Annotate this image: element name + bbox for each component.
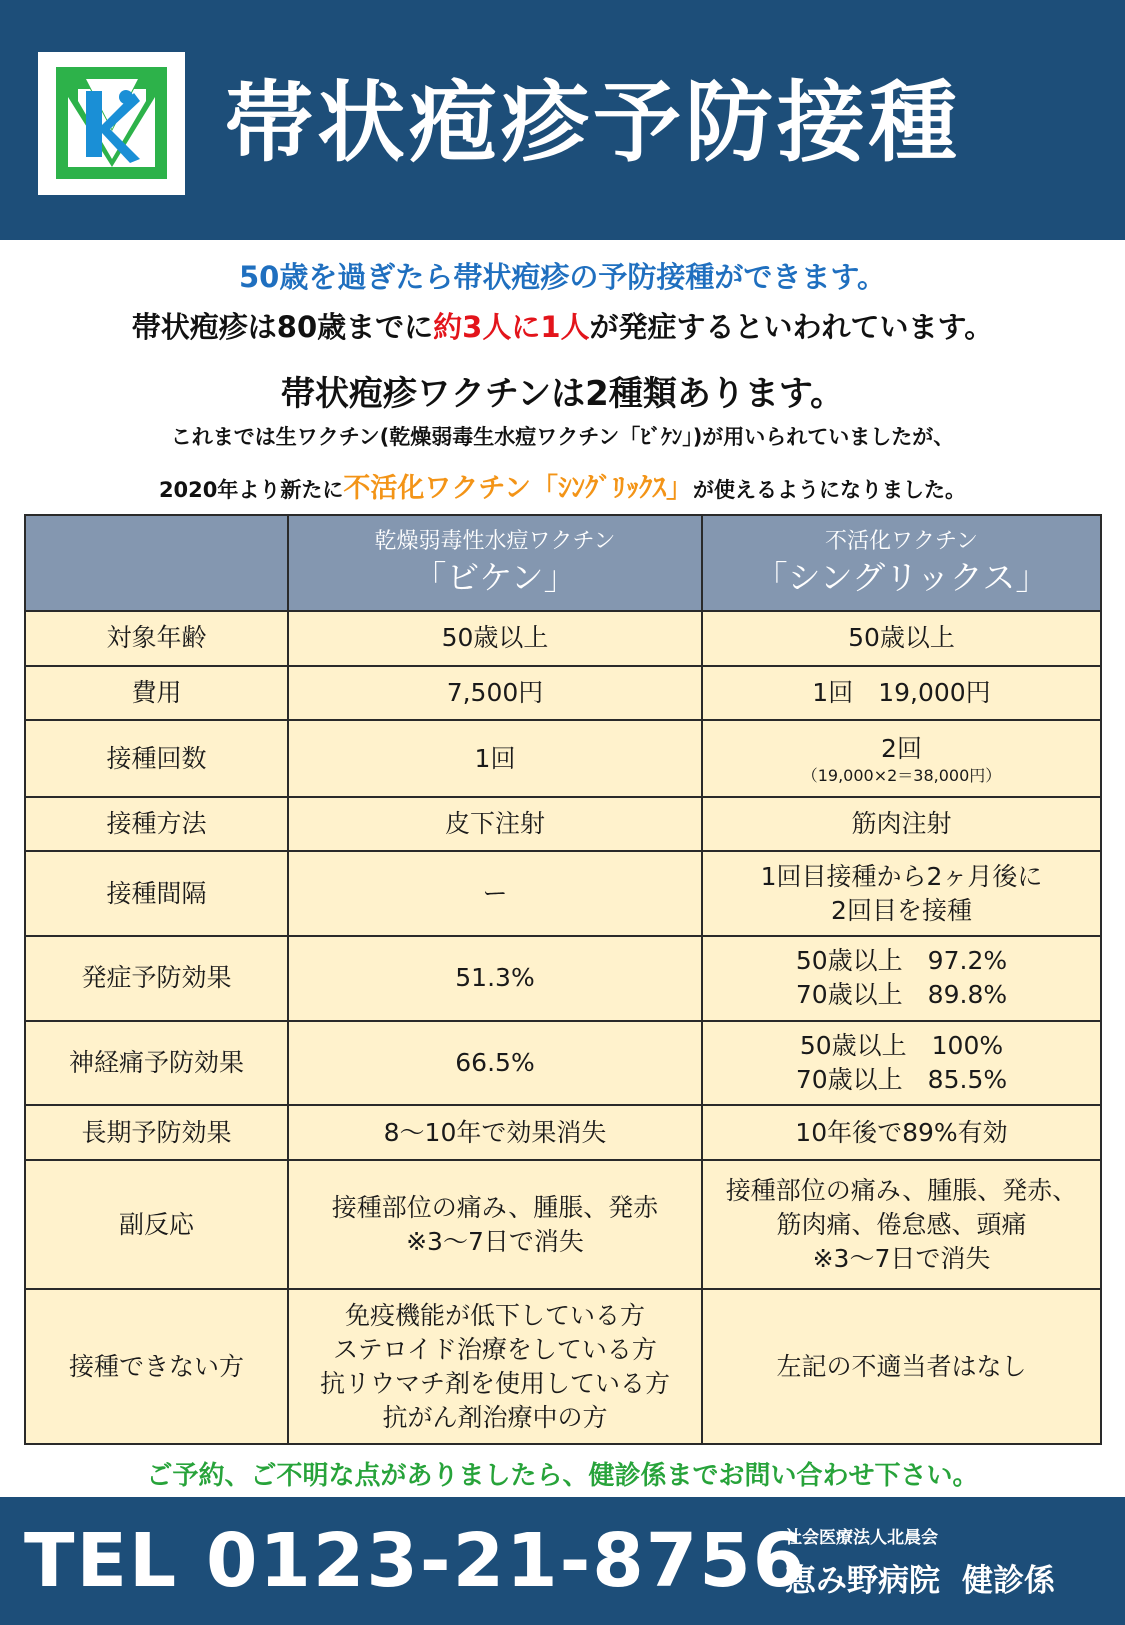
row-label: 接種間隔	[25, 851, 288, 936]
intro-line-2-post: が発症するといわれています。	[589, 310, 994, 344]
cell-line: 66.5%	[455, 1048, 535, 1078]
row-label: 接種回数	[25, 720, 288, 796]
header-blank-cell	[25, 515, 288, 611]
table-row	[25, 720, 1101, 796]
header-banner	[0, 0, 1125, 240]
row-label: 費用	[25, 666, 288, 721]
cell-line: 70歳以上 85.5%	[795, 1065, 1008, 1095]
cell-line: 50歳以上 100%	[799, 1031, 1004, 1061]
table-row	[25, 1289, 1101, 1444]
cell-line: 10年後で89%有効	[795, 1117, 1008, 1147]
hospital-department	[785, 1555, 1055, 1600]
intro-line-5-pre: 2020年より新たに	[158, 478, 344, 502]
table-row	[25, 936, 1101, 1021]
table-row	[25, 1105, 1101, 1160]
table-row	[25, 851, 1101, 936]
cell-line: 接種部位の痛み、腫脹、発赤	[331, 1192, 659, 1222]
cell-line: 1回	[474, 743, 516, 773]
cell-line: ※3～7日で消失	[406, 1226, 584, 1256]
page-title: 帯状疱疹予防接種	[225, 71, 962, 174]
table-row	[25, 666, 1101, 721]
header-shingrix-name: 「シングリックス」	[754, 558, 1049, 597]
intro-line-4: これまでは生ワクチン(乾燥弱毒生水痘ワクチン「ﾋﾞｹﾝ」)が用いられていましたが、	[170, 425, 955, 449]
bikken-cell	[288, 611, 702, 666]
header-shingrix	[702, 515, 1101, 611]
cell-line: 皮下注射	[444, 809, 545, 839]
cell-line: 筋肉痛、倦怠感、頭痛	[776, 1209, 1027, 1239]
row-label: 接種方法	[25, 797, 288, 852]
hospital-logo	[38, 52, 185, 195]
intro-line-2	[0, 305, 1125, 346]
cost-note: （19,000×2＝38,000円）	[801, 765, 1002, 785]
row-label: 接種できない方	[25, 1289, 288, 1444]
hospital-name: 恵み野病院	[785, 1563, 940, 1599]
shingrix-cell	[702, 936, 1101, 1021]
hospital-logo-km-icon	[56, 67, 167, 179]
vaccine-comparison-table	[24, 514, 1102, 1445]
cell-line: 50歳以上	[848, 623, 955, 653]
shingrix-cell	[702, 1105, 1101, 1160]
header-shingrix-type: 不活化ワクチン	[825, 529, 978, 554]
cell-line: 抗リウマチ剤を使用している方	[319, 1368, 670, 1398]
cell-line: 70歳以上 89.8%	[795, 980, 1008, 1010]
row-label: 長期予防効果	[25, 1105, 288, 1160]
phone-number[interactable]: TEL 0123-21-8756	[24, 1518, 807, 1604]
shingrix-cell	[702, 1289, 1101, 1444]
footer-banner	[0, 1497, 1125, 1625]
cell-line: 8～10年で効果消失	[383, 1117, 607, 1147]
bikken-cell	[288, 1289, 702, 1444]
table-row	[25, 611, 1101, 666]
cell-line: ※3～7日で消失	[812, 1243, 991, 1273]
shingrix-cell	[702, 611, 1101, 666]
intro-line-5-highlight: 不活化ワクチン「ｼﾝｸﾞﾘｯｸｽ」	[343, 473, 694, 504]
table-header-row	[25, 515, 1101, 611]
shingrix-cell	[702, 1021, 1101, 1106]
cell-line: 7,500円	[446, 678, 544, 708]
cell-line: ステロイド治療をしている方	[333, 1334, 657, 1364]
intro-line-5	[0, 466, 1125, 505]
department-name: 健診係	[962, 1563, 1055, 1599]
table-row	[25, 797, 1101, 852]
cell-line: 50歳以上 97.2%	[795, 946, 1008, 976]
cell-line: 1回目接種から2ヶ月後に	[760, 861, 1043, 891]
bikken-cell	[288, 797, 702, 852]
bikken-cell	[288, 720, 702, 796]
cell-line: 2回	[881, 733, 922, 763]
cell-line: 抗がん剤治療中の方	[382, 1402, 608, 1432]
row-label: 神経痛予防効果	[25, 1021, 288, 1106]
cell-line: 筋肉注射	[851, 809, 952, 839]
intro-line-2-pre: 帯状疱疹は80歳までに	[131, 310, 434, 344]
intro-line-2-highlight: 約3人に1人	[433, 310, 590, 344]
table-row	[25, 1021, 1101, 1106]
shingrix-cell	[702, 797, 1101, 852]
cell-line: 1回 19,000円	[812, 678, 991, 708]
row-label: 対象年齢	[25, 611, 288, 666]
cell-line: ー	[482, 878, 508, 908]
cell-line: 左記の不適当者はなし	[776, 1351, 1027, 1381]
bikken-cell	[288, 1160, 702, 1289]
cell-line: 接種部位の痛み、腫脹、発赤、	[725, 1175, 1078, 1205]
bikken-cell	[288, 1021, 702, 1106]
shingrix-cell	[702, 666, 1101, 721]
cell-line: 免疫機能が低下している方	[344, 1300, 645, 1330]
intro-line-5-post: が使えるようになりました。	[693, 478, 967, 502]
cell-line: 51.3%	[455, 963, 535, 993]
cell-line: 2回目を接種	[831, 895, 972, 925]
row-label: 副反応	[25, 1160, 288, 1289]
header-bikken	[288, 515, 702, 611]
header-bikken-name: 「ビケン」	[413, 558, 577, 597]
contact-note: ご予約、ご不明な点がありましたら、健診係までお問い合わせ下さい。	[146, 1461, 979, 1491]
bikken-cell	[288, 666, 702, 721]
shingrix-cell	[702, 1160, 1101, 1289]
cell-line: 50歳以上	[441, 623, 549, 653]
table-row	[25, 1160, 1101, 1289]
shingrix-cell	[702, 851, 1101, 936]
shingrix-cell	[702, 720, 1101, 796]
intro-heading: 帯状疱疹ワクチンは2種類あります。	[280, 374, 845, 414]
bikken-cell	[288, 1105, 702, 1160]
header-bikken-type: 乾燥弱毒性水痘ワクチン	[374, 529, 616, 554]
bikken-cell	[288, 851, 702, 936]
bikken-cell	[288, 936, 702, 1021]
row-label: 発症予防効果	[25, 936, 288, 1021]
organization-name: 社会医療法人北晨会	[785, 1528, 938, 1548]
intro-line-1: 50歳を過ぎたら帯状疱疹の予防接種ができます。	[238, 260, 887, 294]
